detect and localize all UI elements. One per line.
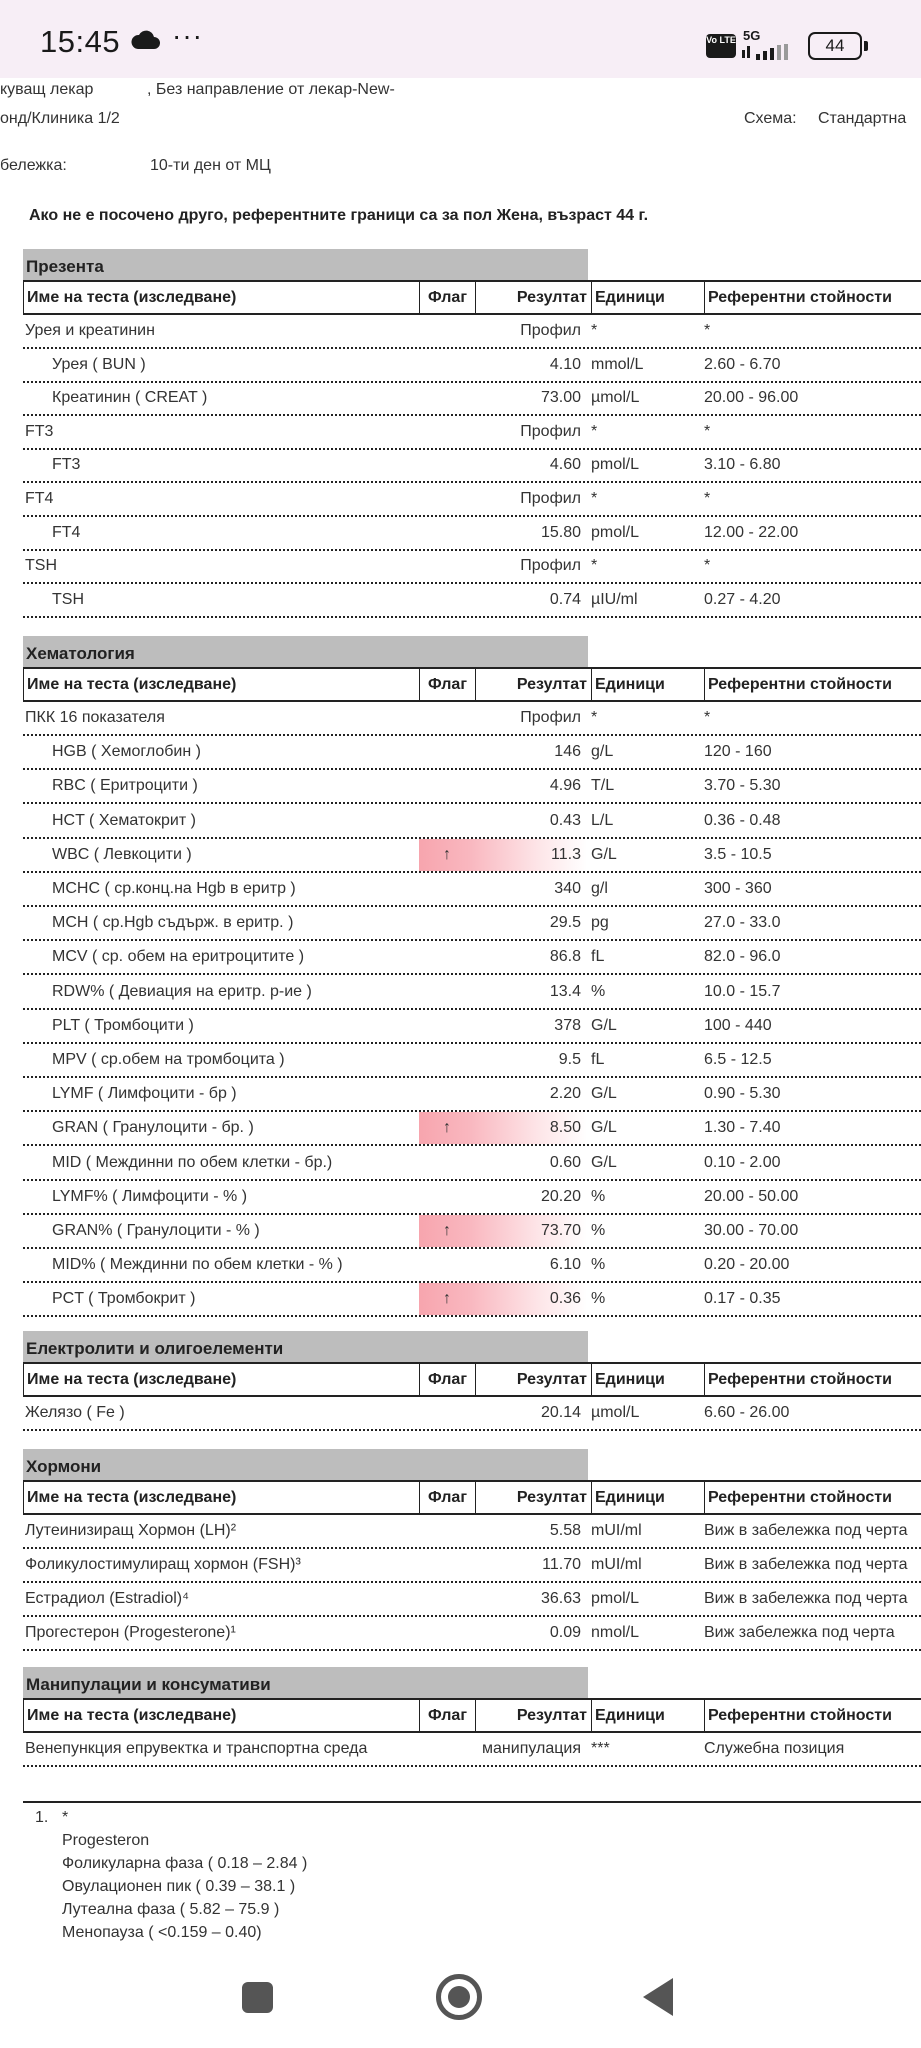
column-header-flag: Флаг [420,669,476,700]
flag-up-arrow-icon [419,770,475,802]
test-reference: * [704,490,711,507]
more-dots-icon: ··· [172,20,203,51]
footnote-line: Progesteron [62,1832,150,1849]
schema-value: Стандартна [818,110,907,127]
table-row [23,736,921,770]
test-result: 0.43 [549,811,581,829]
flag-up-arrow-icon [419,1147,475,1179]
test-result: 146 [554,743,581,761]
test-name: FT4 [52,523,81,541]
flag-up-arrow-icon [419,449,475,481]
test-units: % [591,1290,606,1308]
test-units: fL [591,1051,605,1068]
test-reference: 1.30 - 7.40 [704,1119,781,1137]
test-reference: 27.0 - 33.0 [704,914,781,932]
test-units: g/l [591,880,608,897]
section-title: Презента [23,249,588,281]
table-row [23,1215,921,1249]
flag-up-arrow-icon: ↑ [443,1222,451,1239]
test-name: ПКК 16 показателя [25,709,165,726]
footnote-star: * [62,1809,69,1826]
reference-notice: Ако не е посочено друго, референтните граници са за пол Жена, възраст 44 г. [29,207,649,224]
test-reference: 0.17 - 0.35 [704,1290,781,1308]
column-header-result: Резултат [476,282,592,313]
flag-up-arrow-icon [419,805,475,837]
table-row [23,315,921,349]
table-row [23,873,921,907]
test-result: 36.63 [540,1590,581,1607]
test-units: * [591,557,598,575]
test-units: fL [591,948,605,966]
test-reference: Виж забележка под черта [704,1624,895,1641]
test-reference: 0.36 - 0.48 [704,811,781,829]
column-header-units: Единици [592,1482,705,1513]
test-units: L/L [591,811,614,829]
table-row [23,941,921,975]
column-header-reference: Референтни стойности [708,676,892,693]
footnote-line: Лутеална фаза ( 5.82 – 75.9 ) [62,1901,280,1918]
test-units: pmol/L [591,456,640,474]
table-row [23,416,921,450]
table-row [23,483,921,517]
test-name: WBC ( Левкоцити ) [52,845,192,863]
test-name: Креатинин ( CREAT ) [52,389,208,407]
doctor-label: куващ лекар [0,81,94,98]
table-row [23,1249,921,1283]
column-header-units: Единици [592,669,705,700]
test-name: MCV ( ср. обем на еритроцитите ) [52,948,305,966]
test-name: RBC ( Еритроцити ) [52,777,198,795]
table-row [23,839,921,873]
column-header-reference: Референтни стойности [708,1371,892,1388]
table-row [23,449,921,483]
test-name: RDW% ( Девиация на еритр. р-ие ) [52,982,312,1000]
footnote-number: 1. [35,1809,49,1826]
referral-text: , Без направление от лекар-New- [147,81,395,98]
footnote-line: Менопауза ( <0.159 – 0.40) [62,1924,262,1941]
test-units: µIU/ml [591,590,638,608]
test-units: mmol/L [591,355,644,373]
flag-up-arrow-icon [419,873,475,905]
network-type: 5G [743,28,761,43]
test-reference: 3.10 - 6.80 [704,456,781,474]
table-row [23,1283,921,1317]
table-row [23,1397,921,1431]
test-name: MID% ( Междинни по обем клетки - % ) [52,1256,343,1274]
flag-up-arrow-icon: ↑ [443,845,451,863]
section-title: Манипулации и консумативи [23,1667,588,1699]
table-header [23,1480,921,1515]
footnote-line: Овулационен пик ( 0.39 – 38.1 ) [62,1878,296,1895]
flag-up-arrow-icon: ↑ [443,1290,451,1308]
test-name: MCHC ( ср.конц.на Hgb в еритр ) [52,880,296,897]
schema-label: Схема: [744,110,797,127]
test-units: G/L [591,1153,617,1171]
test-units: * [591,322,598,339]
test-result: 9.5 [558,1051,581,1068]
test-name: MCH ( ср.Hgb съдърж. в еритр. ) [52,914,294,932]
test-name: HCT ( Хематокрит ) [52,811,196,829]
table-row [23,976,921,1010]
clinic-label: онд/Клиника 1/2 [0,110,120,127]
footnote-divider [23,1801,921,1803]
test-name: FT3 [25,422,54,440]
test-reference: 100 - 440 [704,1016,772,1034]
test-units: * [591,422,598,440]
test-units: *** [591,1740,610,1757]
test-name: FT3 [52,456,81,474]
test-name: LYMF ( Лимфоцити - бр ) [52,1085,237,1103]
test-result: 73.00 [540,389,581,407]
test-name: Желязо ( Fe ) [25,1404,125,1421]
test-name: Урея ( BUN ) [52,355,146,373]
flag-up-arrow-icon [419,382,475,414]
status-time: 15:45 [40,24,121,59]
flag-up-arrow-icon [419,1181,475,1213]
test-result: 15.80 [540,523,581,541]
test-name: Венепункция епрувектка и транспортна среда [25,1740,368,1757]
test-name: MPV ( ср.обем на тромбоцита ) [52,1051,285,1068]
test-name: GRAN% ( Гранулоцити - % ) [52,1222,260,1239]
test-reference: * [704,557,711,575]
flag-up-arrow-icon [419,1078,475,1110]
column-header-flag: Флаг [420,282,476,313]
test-reference: Служебна позиция [704,1740,845,1757]
column-header-result: Резултат [476,1482,592,1513]
test-result: 2.20 [549,1085,581,1103]
test-reference: 0.90 - 5.30 [704,1085,781,1103]
flag-up-arrow-icon [419,907,475,939]
flag-up-arrow-icon [419,941,475,973]
test-units: mUI/ml [591,1522,642,1539]
flag-up-arrow-icon [419,416,475,448]
test-units: G/L [591,1085,617,1103]
test-reference: 82.0 - 96.0 [704,948,781,966]
column-header-result: Резултат [476,1700,592,1731]
table-row [23,584,921,618]
test-result: 4.96 [549,777,581,795]
test-name: Фоликулостимулиращ хормон (FSH)³ [25,1556,301,1573]
test-reference: 20.00 - 96.00 [704,389,799,407]
test-units: % [591,982,606,1000]
column-header-name: Име на теста (изследване) [24,1482,420,1513]
test-units: pmol/L [591,523,640,541]
test-reference: 10.0 - 15.7 [704,982,781,1000]
home-button[interactable] [436,1974,482,2020]
status-bar [0,0,921,78]
test-units: µmol/L [591,389,640,407]
column-header-name: Име на теста (изследване) [24,669,420,700]
test-result: 86.8 [549,948,581,966]
test-name: MID ( Междинни по обем клетки - бр.) [52,1153,333,1171]
column-header-reference: Референтни стойности [708,1707,892,1724]
table-row [23,1617,921,1651]
test-name: PLT ( Тромбоцити ) [52,1016,194,1034]
table-row [23,1733,921,1767]
column-header-flag: Флаг [420,1700,476,1731]
column-header-units: Единици [592,1700,705,1731]
table-header [23,280,921,315]
test-units: g/L [591,743,614,761]
test-reference: 12.00 - 22.00 [704,523,799,541]
test-result: манипулация [482,1740,581,1757]
test-units: T/L [591,777,615,795]
table-header [23,1362,921,1397]
test-units: nmol/L [591,1624,640,1641]
test-reference: * [704,709,711,726]
table-row [23,805,921,839]
table-row [23,1181,921,1215]
test-units: G/L [591,845,617,863]
test-units: * [591,490,598,507]
flag-up-arrow-icon [419,1249,475,1281]
test-reference: 3.70 - 5.30 [704,777,781,795]
column-header-flag: Флаг [420,1482,476,1513]
test-name: LYMF% ( Лимфоцити - % ) [52,1187,248,1205]
test-result: Профил [520,557,581,575]
test-result: 8.50 [549,1119,581,1137]
column-header-name: Име на теста (изследване) [24,1700,420,1731]
table-row [23,702,921,736]
flag-up-arrow-icon [419,1583,475,1615]
column-header-reference: Референтни стойности [708,1489,892,1506]
test-result: 11.70 [542,1556,581,1573]
test-units: mUI/ml [591,1556,642,1573]
test-reference: 20.00 - 50.00 [704,1187,799,1205]
flag-up-arrow-icon [419,1617,475,1649]
column-header-result: Резултат [476,1364,592,1395]
test-units: % [591,1187,606,1205]
test-result: 29.5 [549,914,581,932]
test-result: 4.10 [549,355,581,373]
test-reference: 3.5 - 10.5 [704,845,772,863]
test-result: 6.10 [549,1256,581,1274]
flag-up-arrow-icon [419,702,475,734]
table-header [23,1698,921,1733]
test-reference: * [704,422,711,440]
column-header-result: Резултат [476,669,592,700]
table-row [23,1078,921,1112]
test-units: pg [591,914,609,932]
flag-up-arrow-icon [419,1733,475,1765]
signal-icon [742,44,794,65]
footnote-line: Фоликуларна фаза ( 0.18 – 2.84 ) [62,1855,308,1872]
test-result: Профил [520,322,581,339]
test-units: G/L [591,1119,617,1137]
test-reference: Виж в забележка под черта [704,1590,908,1607]
test-result: 11.3 [551,845,581,863]
volte-icon [706,34,736,58]
test-result: 20.20 [540,1187,581,1205]
test-units: µmol/L [591,1404,640,1421]
test-result: 0.36 [549,1290,581,1308]
volte-label: Vo LTE [706,35,736,45]
test-units: G/L [591,1016,617,1034]
section-title: Хормони [23,1449,588,1481]
back-button[interactable] [643,1978,673,2016]
test-result: 340 [554,880,581,897]
flag-up-arrow-icon: ↑ [443,1119,451,1137]
test-units: * [591,709,598,726]
test-result: Профил [520,422,581,440]
table-row [23,517,921,551]
flag-up-arrow-icon [419,1549,475,1581]
column-header-units: Единици [592,282,705,313]
test-result: Профил [520,490,581,507]
column-header-name: Име на теста (изследване) [24,282,420,313]
test-reference: Виж в забележка под черта [704,1522,908,1539]
test-reference: 300 - 360 [704,880,772,897]
test-result: Профил [520,709,581,726]
table-row [23,770,921,804]
table-row [23,1044,921,1078]
note-value: 10-ти ден от МЦ [150,157,271,174]
test-result: 5.58 [549,1522,581,1539]
test-reference: 120 - 160 [704,743,772,761]
test-result: 0.09 [549,1624,581,1641]
table-row [23,349,921,383]
test-reference: 0.10 - 2.00 [704,1153,781,1171]
test-reference: * [704,322,711,339]
test-name: GRAN ( Гранулоцити - бр. ) [52,1119,254,1137]
test-units: % [591,1256,606,1274]
test-name: TSH [25,557,57,575]
flag-up-arrow-icon [419,483,475,515]
test-result: 0.74 [549,590,581,608]
test-result: 0.60 [549,1153,581,1171]
cloud-icon [130,30,160,55]
test-result: 13.4 [549,982,581,1000]
table-row [23,550,921,584]
table-row [23,907,921,941]
test-name: Естрадиол (Estradiol)⁴ [25,1590,189,1607]
test-name: Урея и креатинин [25,322,155,339]
test-reference: 30.00 - 70.00 [704,1222,799,1239]
table-row [23,1515,921,1549]
flag-up-arrow-icon [419,1515,475,1547]
table-row [23,1010,921,1044]
note-label: бележка: [0,157,67,174]
flag-up-arrow-icon [419,976,475,1008]
flag-up-arrow-icon [419,584,475,616]
test-name: Лутеинизиращ Хормон (LH)² [25,1522,237,1539]
column-header-name: Име на теста (изследване) [24,1364,420,1395]
table-row [23,1583,921,1617]
flag-up-arrow-icon [419,1010,475,1042]
flag-up-arrow-icon [419,315,475,347]
test-reference: Виж в забележка под черта [704,1556,908,1573]
table-row [23,1147,921,1181]
column-header-units: Единици [592,1364,705,1395]
flag-up-arrow-icon [419,1397,475,1429]
column-header-reference: Референтни стойности [708,289,892,306]
section-title: Хематология [23,636,588,668]
column-header-flag: Флаг [420,1364,476,1395]
section-title: Електролити и олигоелементи [23,1331,588,1363]
table-row [23,382,921,416]
flag-up-arrow-icon [419,736,475,768]
table-header [23,667,921,702]
test-units: % [591,1222,606,1239]
test-result: 20.14 [540,1404,581,1421]
test-reference: 6.60 - 26.00 [704,1404,790,1421]
battery-level: 44 [825,36,845,55]
test-name: TSH [52,590,84,608]
test-reference: 0.27 - 4.20 [704,590,781,608]
flag-up-arrow-icon [419,550,475,582]
test-reference: 2.60 - 6.70 [704,355,781,373]
battery-icon [808,32,862,60]
test-reference: 6.5 - 12.5 [704,1051,772,1068]
test-result: 4.60 [549,456,581,474]
test-name: PCT ( Тромбокрит ) [52,1290,196,1308]
recents-button[interactable] [242,1982,273,2013]
table-row [23,1112,921,1146]
test-units: pmol/L [591,1590,640,1607]
test-name: FT4 [25,490,54,507]
test-result: 73.70 [540,1222,581,1239]
flag-up-arrow-icon [419,517,475,549]
test-name: Прогестерон (Progesterone)¹ [25,1624,236,1641]
flag-up-arrow-icon [419,349,475,381]
test-name: HGB ( Хемоглобин ) [52,743,201,761]
test-reference: 0.20 - 20.00 [704,1256,790,1274]
flag-up-arrow-icon [419,1044,475,1076]
test-result: 378 [554,1016,581,1034]
table-row [23,1549,921,1583]
